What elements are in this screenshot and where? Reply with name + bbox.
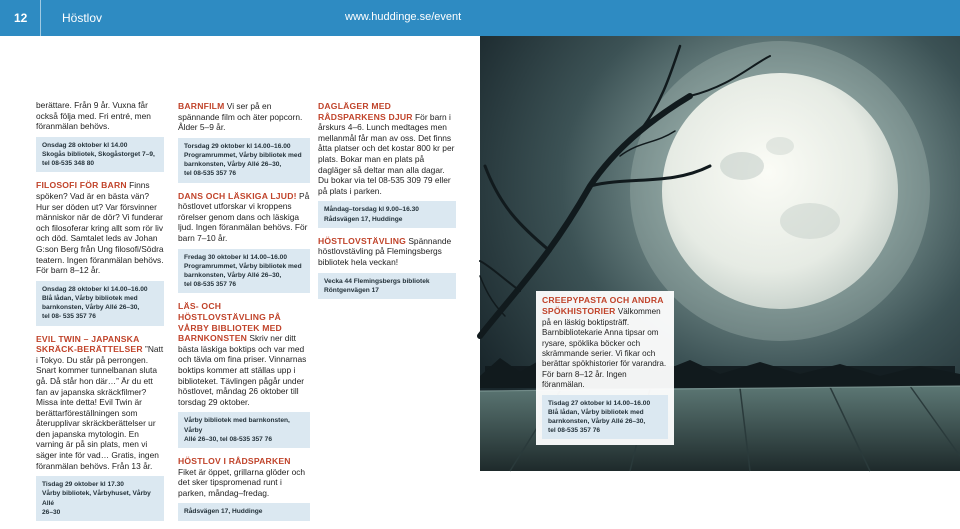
event-address: barnkonsten, Vårby Allé 26–30,	[42, 304, 140, 312]
event-info-box	[36, 281, 164, 326]
article-body: Vi ser på en spännande film och äter popcorn. Ålder 5–9 år.	[178, 101, 303, 133]
article-body: Spännande höstlovstävling på Flemingsbergs bibliotek hela veckan!	[318, 235, 452, 267]
intro-text: berättare. Från 9 år. Vuxna får också följa med. Fri entré, men föranmälan behövs.	[36, 100, 151, 132]
article-heading: DAGLÄGER MED RÅDSPARKENS DJUR	[318, 101, 413, 122]
event-info-box	[318, 201, 456, 227]
header-url[interactable]: www.huddinge.se/event	[345, 11, 462, 23]
article-radsparken	[178, 456, 310, 498]
article-body: Fiket är öppet, grillarna glöder och det sker tipspromenad runt i parken, måndag–fredag.	[178, 466, 306, 498]
event-info-box	[318, 273, 456, 299]
event-phone: tel 08-535 357 76	[548, 427, 601, 435]
event-place: Rådsvägen 17, Huddinge	[184, 508, 263, 516]
article-filosofi	[36, 180, 164, 275]
event-date: Fredag 30 oktober kl 14.00–16.00	[184, 253, 287, 261]
article-heading: HÖSTLOV I RÅDSPARKEN	[178, 455, 291, 466]
event-place: Programrummet, Vårby bibliotek med	[184, 151, 302, 159]
article-heading: DANS OCH LÄSKIGA LJUD!	[178, 190, 297, 201]
article-lastavling	[178, 301, 310, 407]
event-date: Torsdag 29 oktober kl 14.00–16.00	[184, 142, 291, 150]
page-header	[0, 0, 960, 36]
article-heading: EVIL TWIN – JAPANSKA SKRÄCK-BERÄTTELSER	[36, 333, 143, 355]
article-heading: CREEPYPASTA OCH ANDRA SPÖKHISTORIER	[542, 295, 664, 317]
header-divider	[40, 0, 41, 36]
event-date: Måndag–torsdag kl 9.00–16.30	[324, 206, 419, 214]
article-evil-twin	[36, 334, 164, 472]
event-date: Tisdag 27 oktober kl 14.00–16.00	[548, 399, 651, 407]
event-phone: tel 08-535 357 76	[184, 281, 237, 289]
event-place: Blå lådan, Vårby bibliotek med	[548, 408, 644, 416]
section-title: Höstlov	[62, 11, 103, 25]
event-place: Blå lådan, Vårby bibliotek med	[42, 294, 138, 302]
event-info-box	[36, 476, 164, 521]
event-place: Röntgenvägen 17	[324, 286, 379, 294]
event-info-box	[178, 249, 310, 294]
event-date: Onsdag 28 oktober kl 14.00–16.00	[42, 285, 148, 293]
event-date: Onsdag 28 oktober kl 14.00	[42, 141, 128, 149]
article-hostlovstavling	[318, 236, 456, 268]
event-date: Vecka 44 Flemingsbergs bibliotek	[324, 277, 430, 285]
article-heading: FILOSOFI FÖR BARN	[36, 180, 127, 191]
event-info-box	[178, 138, 310, 183]
event-place: Vårby bibliotek med barnkonsten, Vårby	[184, 417, 290, 434]
article-heading: BARNFILM	[178, 101, 225, 111]
article-barnfilm	[178, 101, 310, 133]
event-place: Programrummet, Vårby bibliotek med	[184, 262, 302, 270]
article-body: Välkommen på en läskig boktipsträff. Barnbibliotekarie Anna tipsar om rysare, spöklika böcker och skrämmande serier. Vi fikar och berättar spökhistorier för varandra. För barn 8–12 år. Ingen föranmälan.	[542, 307, 667, 390]
event-address: Allé 26–30, tel 08-535 357 76	[184, 435, 272, 443]
article-heading: HÖSTLOVSTÄVLING	[318, 235, 406, 246]
event-info-box	[178, 412, 310, 448]
column-middle	[178, 101, 310, 529]
event-place: Vårby bibliotek, Vårbyhuset, Vårby Allé	[42, 490, 151, 507]
article-dans	[178, 191, 310, 244]
article-heading: LÄS- OCH HÖSTLOVSTÄVLING PÅ VÅRBY BIBLIOTEK MED BARNKONSTEN	[178, 301, 282, 344]
article-body: Finns spöken? Vad är en bästa vän? Hur ser döden ut? Var försvinner människor när de dör? Vi funderar och filosoferar kring allt som rör liv och död. Samtalet leds av Johan G:son Berg från Ung filosofi/Södra teatern. Ingen föranmälan behövs. För barn 8–12 år.	[36, 180, 164, 276]
event-info-box	[178, 503, 310, 520]
event-place: Rådsvägen 17, Huddinge	[324, 215, 403, 223]
event-phone: tel 08-535 348 80	[42, 160, 95, 168]
creepypasta-card	[536, 291, 674, 445]
article-daglager	[318, 101, 456, 196]
event-info-box	[542, 395, 668, 440]
event-info-box	[36, 137, 164, 173]
column-right	[318, 101, 456, 307]
event-address: barnkonsten, Vårby Allé 26–30,	[184, 161, 282, 169]
article-body: ”Natt i Tokyo. Du står på perrongen. Snart kommer tunnelbanan sluta gå. Då står hon där…” Är du ett fan av japanska skräckfilmer? Missa inte detta! Evil Twin är berättarföreställningen som återupplivar skräckberättelser ur den japanska mytologin. En varning är på sin plats, men vi säger inte för vad… Gratis, ingen föranmälan behövs. Från 13 år.	[36, 344, 164, 471]
event-address: 26–30	[42, 508, 61, 516]
article-body: Skriv ner ditt bästa läskiga boktips och var med och tävla om fina priser. Vinnarnas boktips kommer att ställas upp i biblioteket. Tävlingen pågår under höstlovet, måndag 26 oktober till torsdag 29 oktober.	[178, 333, 307, 407]
event-address: barnkonsten, Vårby Allé 26–30,	[184, 271, 282, 279]
event-date: Tisdag 29 oktober kl 17.30	[42, 481, 124, 489]
event-place: Skogås bibliotek, Skogåstorget 7–9,	[42, 150, 155, 158]
page-number: 12	[14, 11, 28, 25]
column-left	[36, 100, 164, 529]
article-body: På höstlovet utforskar vi kroppens rörelser genom dans och läskiga ljud. Ingen föranmälan behövs. För barn 7–10 år.	[178, 190, 310, 243]
event-address: barnkonsten, Vårby Allé 26–30,	[548, 418, 646, 426]
event-phone: tel 08- 535 357 76	[42, 313, 96, 321]
event-phone: tel 08-535 357 76	[184, 170, 237, 178]
article-body: För barn i årskurs 4–6. Lunch medtages men mellanmål får man av oss. Det finns åtta platser och det kostar 800 kr per plats. Bokar man en plats på dagläger så deltar man alla dagar. Du bokar via tel 08-535 309 79 eller på plats i parken.	[318, 111, 455, 196]
